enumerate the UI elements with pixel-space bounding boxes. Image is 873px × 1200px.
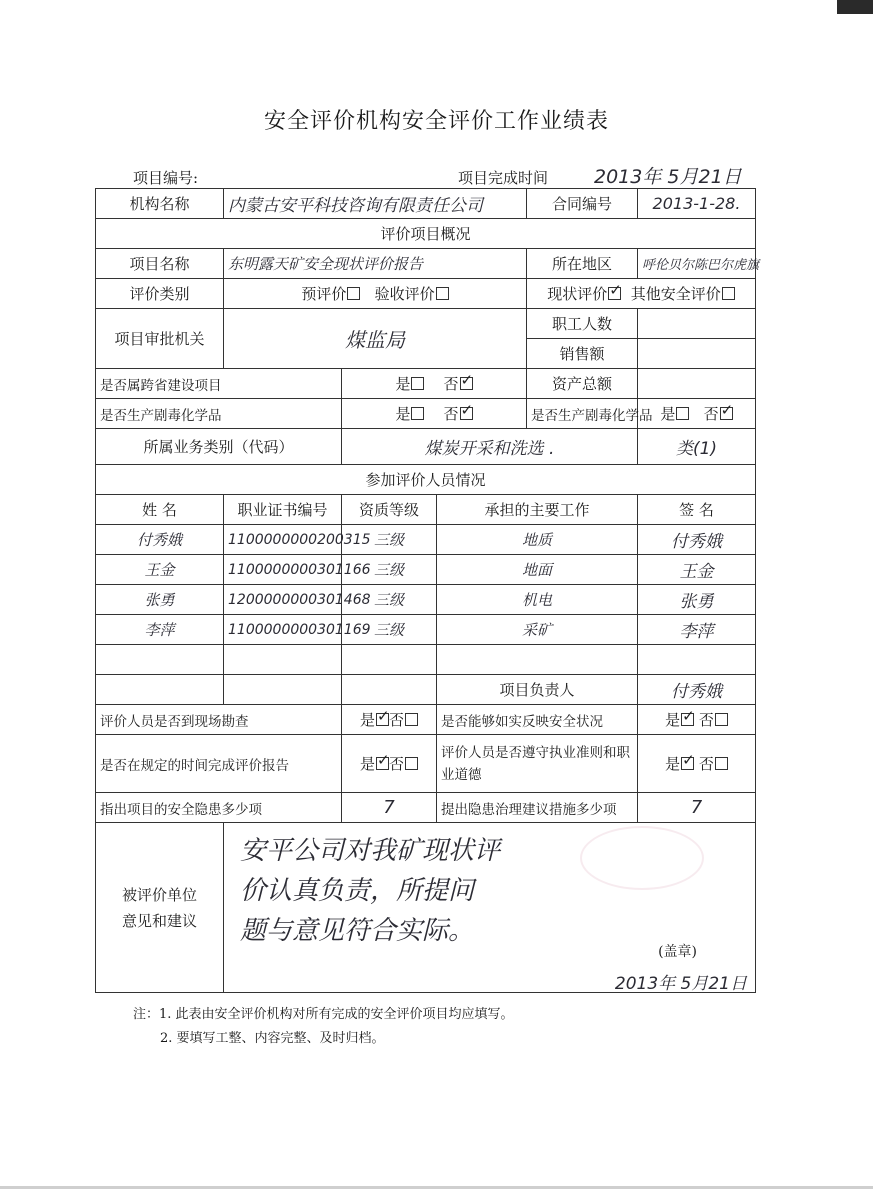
no-label: 否 [698,755,714,773]
overview-header: 评价项目概况 [96,219,756,249]
org-name-label: 机构名称 [96,189,224,219]
yes-label: 是 [395,375,411,393]
business-row [96,429,756,465]
no-label: 否 [443,375,459,393]
toxic-label-b: 是否生产剧毒化学品 [527,399,638,429]
staff-level: 三级 [342,525,437,555]
no-label: 否 [698,711,714,729]
no-label: 否 [443,405,459,423]
other-eval-checkbox[interactable] [722,287,735,300]
cross-province-label: 是否属跨省建设项目 [96,369,342,399]
org-row [96,189,756,219]
staff-row-3 [96,585,756,615]
note-2: 2. 要填写工整、内容完整、及时归档。 [160,1031,385,1046]
yes-label: 是 [359,755,375,773]
approval-label: 项目审批机关 [96,309,224,369]
check-row-1 [96,705,756,735]
region-value: 呼伦贝尔陈巴尔虎旗 [638,249,756,279]
site-survey-yes-checkbox[interactable] [376,713,389,726]
toxic-label-a: 是否生产剧毒化学品 [96,399,342,429]
ethics-yes-checkbox[interactable] [681,757,694,770]
measures-value: 7 [638,793,756,823]
on-time-label: 是否在规定的时间完成评价报告 [96,735,342,793]
staff-sign: 付秀娥 [638,525,756,555]
ethics-options [638,735,756,793]
staff-level: 三级 [342,555,437,585]
no-label: 否 [389,755,405,773]
faint-seal-stamp [580,826,704,890]
org-name-value: 内蒙古安平科技咨询有限责任公司 [224,189,527,219]
status-eval-label: 现状评价 [547,285,608,303]
toxic-b-no-checkbox[interactable] [720,407,733,420]
project-name-value: 东明露天矿安全现状评价报告 [224,249,527,279]
hazards-value: 7 [342,793,437,823]
business-value: 煤炭开采和洗选 . [342,429,638,465]
opinion-text: 安平公司对我矿现状评 价认真负责，所提问 题与意见符合实际。 [240,836,501,946]
business-category: 类(1) [638,429,756,465]
completion-date: 2013年 5月21日 [594,166,742,188]
form-title: 安全评价机构安全评价工作业绩表 [263,109,609,134]
staff-columns [96,495,756,525]
no-label: 否 [389,711,405,729]
eval-type-label: 评价类别 [96,279,224,309]
project-no-label: 项目编号: [133,169,199,187]
region-label: 所在地区 [527,249,638,279]
ethics-no-checkbox[interactable] [715,757,728,770]
staff-work: 地质 [437,525,638,555]
yes-label: 是 [395,405,411,423]
cross-province-yes-checkbox[interactable] [411,377,424,390]
site-survey-options [342,705,437,735]
hazards-label: 指出项目的安全隐患多少项 [96,793,342,823]
staff-level: 三级 [342,585,437,615]
assets-value [638,369,756,399]
staff-row-empty-1 [96,645,756,675]
sales-value [638,339,756,369]
eval-type-options-a [224,279,527,309]
workers-value [638,309,756,339]
leader-sign: 付秀娥 [638,675,756,705]
staff-cert: 1100000000301169 [224,615,342,645]
status-eval-checkbox[interactable] [608,287,621,300]
staff-header: 参加评价人员情况 [96,465,756,495]
toxic-b-yes-checkbox[interactable] [676,407,689,420]
reflect-status-label: 是否能够如实反映安全状况 [437,705,638,735]
opinion-date: 2013年 5月21日 [614,974,747,994]
eval-type-row [96,279,756,309]
leader-label: 项目负责人 [437,675,638,705]
measures-label: 提出隐患治理建议措施多少项 [437,793,638,823]
cross-province-row [96,369,756,399]
check-row-2 [96,735,756,793]
pre-eval-checkbox[interactable] [347,287,360,300]
staff-cert: 1100000000301166 [224,555,342,585]
staff-sign: 王金 [638,555,756,585]
on-time-options [342,735,437,793]
toxic-a-no-checkbox[interactable] [460,407,473,420]
toxic-row [96,399,756,429]
scan-edge-mark [837,0,873,14]
toxic-options-a [342,399,527,429]
pre-eval-label: 预评价 [301,285,347,303]
acceptance-eval-label: 验收评价 [374,285,435,303]
yes-label: 是 [665,755,681,773]
workers-label: 职工人数 [527,309,638,339]
staff-row-2 [96,555,756,585]
on-time-no-checkbox[interactable] [405,757,418,770]
staff-name: 付秀娥 [96,525,224,555]
project-name-label: 项目名称 [96,249,224,279]
seal-note: (盖章) [658,944,697,960]
site-survey-label: 评价人员是否到现场勘查 [96,705,342,735]
assets-label: 资产总额 [527,369,638,399]
toxic-a-yes-checkbox[interactable] [411,407,424,420]
approval-value: 煤监局 [224,309,527,369]
staff-sign: 李萍 [638,615,756,645]
staff-work: 地面 [437,555,638,585]
staff-sign: 张勇 [638,585,756,615]
staff-name: 张勇 [96,585,224,615]
site-survey-no-checkbox[interactable] [405,713,418,726]
other-eval-label: 其他安全评价 [630,285,721,303]
staff-row-4 [96,615,756,645]
contract-label: 合同编号 [527,189,638,219]
col-name: 姓 名 [96,495,224,525]
no-label: 否 [703,405,719,423]
staff-cert: 1100000000200315 [224,525,342,555]
staff-name: 王金 [96,555,224,585]
scan-bottom-edge [0,1186,873,1189]
staff-row-1 [96,525,756,555]
opinion-label: 被评价单位意见和建议 [96,823,224,993]
staff-work: 采矿 [437,615,638,645]
hazards-row [96,793,756,823]
reflect-status-yes-checkbox[interactable] [681,713,694,726]
completion-label: 项目完成时间 [458,169,549,187]
staff-level: 三级 [342,615,437,645]
yes-label: 是 [665,711,681,729]
cross-province-options [342,369,527,399]
col-work: 承担的主要工作 [437,495,638,525]
cross-province-no-checkbox[interactable] [460,377,473,390]
toxic-options-b [638,399,756,429]
ethics-label: 评价人员是否遵守执业准则和职业道德 [437,735,638,793]
project-row [96,249,756,279]
yes-label: 是 [359,711,375,729]
reflect-status-no-checkbox[interactable] [715,713,728,726]
business-label: 所属业务类别（代码） [96,429,342,465]
col-cert: 职业证书编号 [224,495,342,525]
yes-label: 是 [660,405,676,423]
footnotes [133,1003,514,1051]
sales-label: 销售额 [527,339,638,369]
approval-row-1 [96,309,756,339]
col-level: 资质等级 [342,495,437,525]
staff-cert: 1200000000301468 [224,585,342,615]
staff-name: 李萍 [96,615,224,645]
staff-work: 机电 [437,585,638,615]
acceptance-eval-checkbox[interactable] [436,287,449,300]
eval-type-options-b [527,279,756,309]
reflect-status-options [638,705,756,735]
leader-row [96,675,756,705]
note-1: 注：1. 此表由安全评价机构对所有完成的安全评价项目均应填写。 [133,1007,514,1022]
col-sign: 签 名 [638,495,756,525]
on-time-yes-checkbox[interactable] [376,757,389,770]
contract-value: 2013-1-28. [638,189,756,219]
